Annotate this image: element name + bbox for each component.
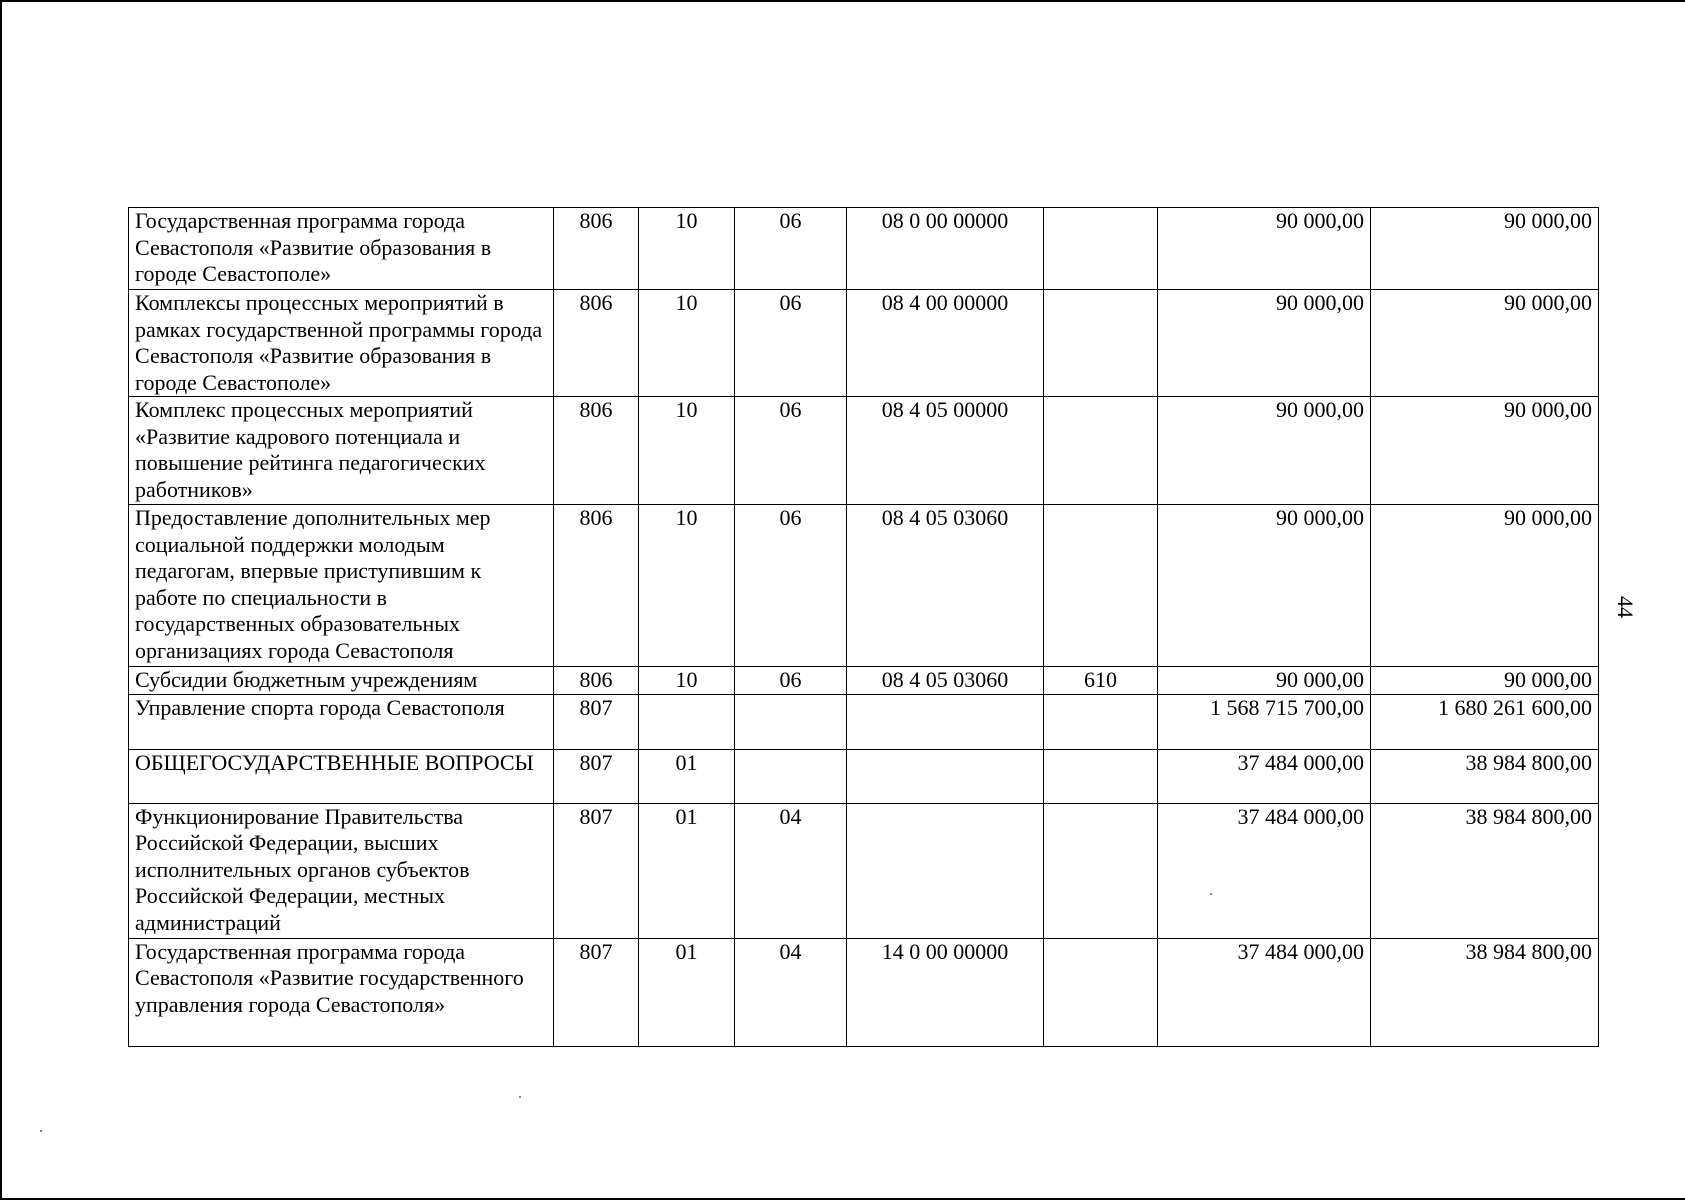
cell-vr: 610: [1044, 667, 1158, 695]
cell-sum-year1: 90 000,00: [1158, 397, 1371, 505]
table-row: [129, 667, 1599, 695]
page-number: 44: [1613, 596, 1638, 618]
cell-vr: [1044, 694, 1158, 749]
cell-vr: [1044, 938, 1158, 1046]
cell-csr: 08 4 05 03060: [847, 505, 1044, 667]
cell-ved: 806: [554, 290, 639, 397]
cell-rz: 10: [639, 208, 735, 290]
table-row: [129, 208, 1599, 290]
cell-sum-year2: 90 000,00: [1371, 397, 1599, 505]
cell-sum-year2: 38 984 800,00: [1371, 938, 1599, 1046]
cell-vr: [1044, 505, 1158, 667]
cell-rz: 10: [639, 290, 735, 397]
cell-sum-year1: 37 484 000,00: [1158, 749, 1371, 803]
cell-rz: 01: [639, 803, 735, 938]
cell-sum-year1: 37 484 000,00: [1158, 803, 1371, 938]
cell-vr: [1044, 208, 1158, 290]
cell-sum-year2: 38 984 800,00: [1371, 749, 1599, 803]
scan-left-border: [0, 0, 2, 1200]
table-row: [129, 290, 1599, 397]
cell-pr: 06: [735, 208, 847, 290]
table-row: [129, 938, 1599, 1046]
table-row: [129, 505, 1599, 667]
cell-sum-year2: 38 984 800,00: [1371, 803, 1599, 938]
cell-sum-year2: 90 000,00: [1371, 667, 1599, 695]
cell-name: Государственная программа города Севастополя «Развитие образования в городе Севастополе»: [129, 208, 554, 290]
cell-sum-year2: 1 680 261 600,00: [1371, 694, 1599, 749]
cell-name: Управление спорта города Севастополя: [129, 694, 554, 749]
cell-pr: 06: [735, 505, 847, 667]
cell-ved: 806: [554, 208, 639, 290]
cell-ved: 807: [554, 938, 639, 1046]
cell-csr: [847, 694, 1044, 749]
table-row: [129, 397, 1599, 505]
cell-pr: 04: [735, 803, 847, 938]
table-row: [129, 749, 1599, 803]
cell-name: Государственная программа города Севастополя «Развитие государственного управления города Севастополя»: [129, 938, 554, 1046]
cell-name: ОБЩЕГОСУДАРСТВЕННЫЕ ВОПРОСЫ: [129, 749, 554, 803]
cell-csr: 14 0 00 00000: [847, 938, 1044, 1046]
cell-ved: 807: [554, 803, 639, 938]
table-row: [129, 694, 1599, 749]
budget-table: [128, 207, 1599, 1047]
cell-sum-year2: 90 000,00: [1371, 208, 1599, 290]
cell-name: Комплексы процессных мероприятий в рамках государственной программы города Севастополя «Развитие образования в городе Севастополе»: [129, 290, 554, 397]
cell-csr: 08 4 00 00000: [847, 290, 1044, 397]
cell-pr: 04: [735, 938, 847, 1046]
cell-sum-year1: 90 000,00: [1158, 290, 1371, 397]
scan-top-border: [0, 0, 1685, 2]
cell-name: Субсидии бюджетным учреждениям: [129, 667, 554, 695]
cell-ved: 806: [554, 505, 639, 667]
cell-vr: [1044, 749, 1158, 803]
cell-pr: [735, 694, 847, 749]
cell-csr: 08 4 05 03060: [847, 667, 1044, 695]
scan-speck: [40, 1130, 42, 1132]
cell-csr: 08 0 00 00000: [847, 208, 1044, 290]
cell-csr: 08 4 05 00000: [847, 397, 1044, 505]
cell-rz: 01: [639, 749, 735, 803]
cell-rz: 01: [639, 938, 735, 1046]
cell-pr: 06: [735, 667, 847, 695]
cell-rz: 10: [639, 505, 735, 667]
scan-speck: [1210, 893, 1212, 895]
cell-vr: [1044, 290, 1158, 397]
cell-csr: [847, 803, 1044, 938]
cell-sum-year1: 37 484 000,00: [1158, 938, 1371, 1046]
table-body: [129, 208, 1599, 1047]
cell-sum-year1: 90 000,00: [1158, 505, 1371, 667]
scan-speck: [519, 1096, 521, 1098]
cell-ved: 806: [554, 667, 639, 695]
cell-pr: 06: [735, 290, 847, 397]
cell-ved: 807: [554, 694, 639, 749]
cell-name: Функционирование Правительства Российской Федерации, высших исполнительных органов субъектов Российской Федерации, местных администраций: [129, 803, 554, 938]
cell-sum-year1: 90 000,00: [1158, 208, 1371, 290]
cell-vr: [1044, 397, 1158, 505]
cell-pr: 06: [735, 397, 847, 505]
cell-rz: 10: [639, 667, 735, 695]
table-row: [129, 803, 1599, 938]
cell-ved: 806: [554, 397, 639, 505]
cell-sum-year1: 90 000,00: [1158, 667, 1371, 695]
cell-name: Комплекс процессных мероприятий «Развитие кадрового потенциала и повышение рейтинга педагогических работников»: [129, 397, 554, 505]
cell-sum-year1: 1 568 715 700,00: [1158, 694, 1371, 749]
cell-sum-year2: 90 000,00: [1371, 290, 1599, 397]
cell-rz: [639, 694, 735, 749]
cell-vr: [1044, 803, 1158, 938]
cell-rz: 10: [639, 397, 735, 505]
cell-ved: 807: [554, 749, 639, 803]
cell-name: Предоставление дополнительных мер социальной поддержки молодым педагогам, впервые приступившим к работе по специальности в государственных образовательных организациях города Севастополя: [129, 505, 554, 667]
cell-sum-year2: 90 000,00: [1371, 505, 1599, 667]
cell-csr: [847, 749, 1044, 803]
cell-pr: [735, 749, 847, 803]
